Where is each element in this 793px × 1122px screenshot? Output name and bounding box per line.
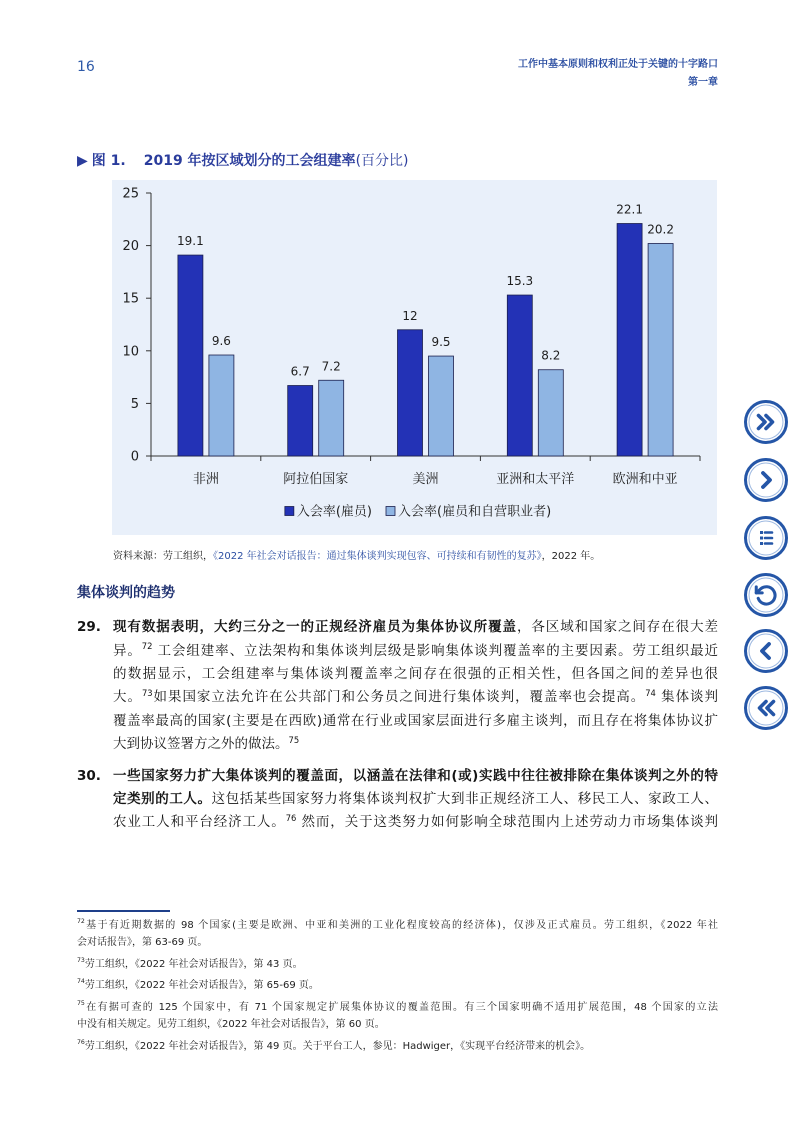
x-category-label: 美洲 bbox=[412, 472, 439, 487]
paragraph-line bbox=[113, 788, 718, 811]
x-category-label: 非洲 bbox=[192, 472, 219, 487]
footnote-text: 劳工组织，《2022 年社会对话报告》，第 43 页。 bbox=[84, 958, 303, 970]
body-text: 集体谈判 bbox=[655, 689, 718, 706]
footnote-ref[interactable]: 76 bbox=[285, 812, 297, 823]
section-heading: 集体谈判的趋势 bbox=[77, 585, 175, 601]
footnote-line bbox=[77, 1038, 718, 1055]
footnote-text: 劳工组织，《2022 年社会对话报告》，第 49 页。关于平台工人，参见：Hadwiger，《实现平台经济带来的机会》。 bbox=[84, 1040, 591, 1052]
legend-label: 入会率(雇员) bbox=[296, 504, 372, 520]
bar-series-1-category-3 bbox=[398, 330, 423, 456]
chart-title: 2019 年按区域划分的工会组建率 bbox=[143, 153, 356, 169]
emphasis-text: 定类别的工人。 bbox=[113, 790, 212, 807]
body-text: 覆盖率最高的国家(主要是在西欧)通常在行业或国家层面进行多雇主谈判，而且存在将集体协议扩 bbox=[113, 712, 718, 729]
footnote-ref[interactable]: 74 bbox=[645, 687, 656, 698]
bar-series-2-category-2 bbox=[319, 380, 344, 456]
next-page-button[interactable] bbox=[744, 458, 788, 502]
bar-series-2-category-1 bbox=[209, 355, 234, 456]
footnote-line bbox=[77, 999, 718, 1016]
figure-title bbox=[77, 152, 409, 170]
footnote-line bbox=[77, 1016, 718, 1033]
data-label: 8.2 bbox=[541, 348, 561, 363]
y-tick-label: 15 bbox=[122, 291, 139, 307]
figure-marker-icon: ▶ bbox=[77, 153, 88, 169]
footnote-text: 会对话报告》，第 63-69 页。 bbox=[77, 936, 208, 948]
first-page-button[interactable] bbox=[744, 686, 788, 730]
paragraph-line bbox=[113, 616, 718, 639]
data-label: 19.1 bbox=[177, 234, 204, 249]
y-tick-label: 5 bbox=[130, 396, 139, 412]
data-label: 9.5 bbox=[431, 335, 451, 350]
data-label: 12 bbox=[402, 308, 418, 323]
page-number: 16 bbox=[77, 59, 95, 75]
legend-label: 入会率(雇员和自营职业者) bbox=[398, 504, 552, 520]
footnote-line bbox=[77, 956, 718, 973]
contents-button[interactable] bbox=[744, 516, 788, 560]
bar-series-2-category-3 bbox=[429, 356, 454, 456]
figure-source bbox=[113, 550, 600, 564]
chevron-left-icon bbox=[754, 639, 778, 663]
x-category-label: 亚洲和太平洋 bbox=[496, 472, 575, 487]
body-text: 然而，关于这类努力如何影响全球范围内上述劳动力市场集体谈判 bbox=[296, 814, 718, 831]
y-tick-label: 20 bbox=[122, 239, 139, 255]
paragraph-line bbox=[113, 663, 718, 686]
legend-swatch bbox=[285, 507, 294, 516]
footnote-ref[interactable]: 72 bbox=[141, 641, 153, 652]
data-label: 22.1 bbox=[616, 202, 643, 217]
data-label: 7.2 bbox=[321, 359, 341, 374]
body-text: 工会组建率、立法架构和集体谈判层级是影响集体谈判覆盖率的主要因素。劳工组织最近 bbox=[152, 642, 718, 659]
bar-series-1-category-1 bbox=[178, 255, 203, 456]
source-suffix: ，2022 年。 bbox=[541, 551, 601, 562]
x-category-label: 阿拉伯国家 bbox=[283, 472, 349, 487]
back-button[interactable] bbox=[744, 573, 788, 617]
bar-series-1-category-2 bbox=[288, 386, 313, 456]
footnote-76 bbox=[77, 1038, 718, 1055]
paragraph-30 bbox=[113, 765, 718, 835]
paragraph-number: 29. bbox=[77, 619, 101, 636]
y-tick-label: 10 bbox=[122, 344, 139, 360]
data-label: 15.3 bbox=[506, 274, 534, 289]
data-label: 9.6 bbox=[211, 334, 231, 349]
body-text: 的数据显示，工会组建率与集体谈判覆盖率之间存在很强的正相关性，但各国之间的差异也很 bbox=[113, 666, 718, 683]
footnote-line bbox=[77, 934, 718, 951]
chart-title-unit: (百分比) bbox=[355, 153, 409, 169]
footnote-text: 劳工组织，《2022 年社会对话报告》，第 65-69 页。 bbox=[84, 979, 319, 991]
bar-chart bbox=[112, 180, 717, 535]
paragraph-29 bbox=[113, 616, 718, 756]
data-label: 20.2 bbox=[647, 222, 674, 237]
double-chevron-right-icon bbox=[754, 410, 778, 434]
body-text: 大。 bbox=[113, 689, 142, 706]
chevron-right-icon bbox=[754, 468, 778, 492]
footnote-text: 中没有相关规定。见劳工组织，《2022 年社会对话报告》，第 60 页。 bbox=[77, 1018, 385, 1030]
footnote-marker: 73 bbox=[77, 957, 85, 965]
list-icon bbox=[754, 526, 778, 550]
data-label: 6.7 bbox=[290, 364, 310, 379]
double-chevron-left-icon bbox=[754, 696, 778, 720]
chart-area bbox=[112, 180, 717, 535]
y-tick-label: 0 bbox=[130, 449, 139, 465]
bar-series-1-category-5 bbox=[617, 224, 642, 456]
emphasis-text: 现有数据表明，大约三分之一的正规经济雇员为集体协议所覆盖 bbox=[113, 619, 517, 636]
footnote-line bbox=[77, 917, 718, 934]
footnote-ref[interactable]: 75 bbox=[288, 734, 300, 745]
chapter-label: 第一章 bbox=[688, 77, 718, 88]
body-text: 大到协议签署方之外的做法。 bbox=[113, 736, 289, 753]
body-text: ，各区域和国家之间存在很大差 bbox=[516, 619, 718, 636]
figure-label: 图 1. bbox=[91, 153, 126, 169]
body-text: 异。 bbox=[113, 642, 142, 659]
footnote-marker: 74 bbox=[77, 978, 85, 986]
paragraph-line bbox=[113, 686, 718, 709]
footnote-text: 在有据可查的 125 个国家中，有 71 个国家规定扩展集体协议的覆盖范围。有三个国家明确不适用扩展范围，48 个国家的立法 bbox=[84, 1001, 718, 1013]
footnote-text: 基于有近期数据的 98 个国家(主要是欧洲、中亚和美洲的工业化程度较高的经济体)，仅涉及正式雇员。劳工组织，《2022 年社 bbox=[84, 919, 718, 931]
footnote-line bbox=[77, 977, 718, 994]
previous-page-button[interactable] bbox=[744, 629, 788, 673]
refresh-icon bbox=[753, 582, 779, 608]
emphasis-text: 一些国家努力扩大集体谈判的覆盖面，以涵盖在法律和(或)实践中往往被排除在集体谈判之外的特 bbox=[113, 767, 718, 784]
source-report-link[interactable]: 《2022 年社会对话报告：通过集体谈判实现包容、可持续和有韧性的复苏》 bbox=[213, 551, 542, 562]
last-page-button[interactable] bbox=[744, 400, 788, 444]
paragraph-line bbox=[113, 733, 718, 756]
paragraph-line bbox=[113, 710, 718, 733]
body-text: 如果国家立法允许在公共部门和公务员之间进行集体谈判，覆盖率也会提高。 bbox=[152, 689, 646, 706]
bar-series-1-category-4 bbox=[507, 295, 532, 456]
footnote-marker: 75 bbox=[77, 1000, 85, 1008]
footnote-74 bbox=[77, 977, 718, 994]
running-title: 工作中基本原则和权利正处于关键的十字路口 bbox=[518, 59, 718, 70]
body-text: 这包括某些国家努力将集体谈判权扩大到非正规经济工人、移民工人、家政工人、 bbox=[211, 790, 718, 807]
paragraph-number: 30. bbox=[77, 767, 101, 784]
body-text: 农业工人和平台经济工人。 bbox=[113, 814, 286, 831]
paragraph-line bbox=[113, 640, 718, 663]
footnote-73 bbox=[77, 956, 718, 973]
y-tick-label: 25 bbox=[122, 186, 139, 202]
bar-series-2-category-4 bbox=[538, 370, 563, 456]
footnote-marker: 76 bbox=[77, 1039, 85, 1047]
footnote-divider bbox=[77, 910, 170, 912]
source-prefix: 资料来源：劳工组织， bbox=[113, 551, 213, 562]
footnote-marker: 72 bbox=[77, 918, 85, 926]
paragraph-line bbox=[113, 811, 718, 834]
footnote-ref[interactable]: 73 bbox=[141, 687, 153, 698]
legend-swatch bbox=[386, 507, 395, 516]
footnote-75 bbox=[77, 999, 718, 1033]
paragraph-line bbox=[113, 765, 718, 788]
x-category-label: 欧洲和中亚 bbox=[612, 472, 678, 487]
bar-series-2-category-5 bbox=[648, 243, 673, 456]
footnote-72 bbox=[77, 917, 718, 951]
